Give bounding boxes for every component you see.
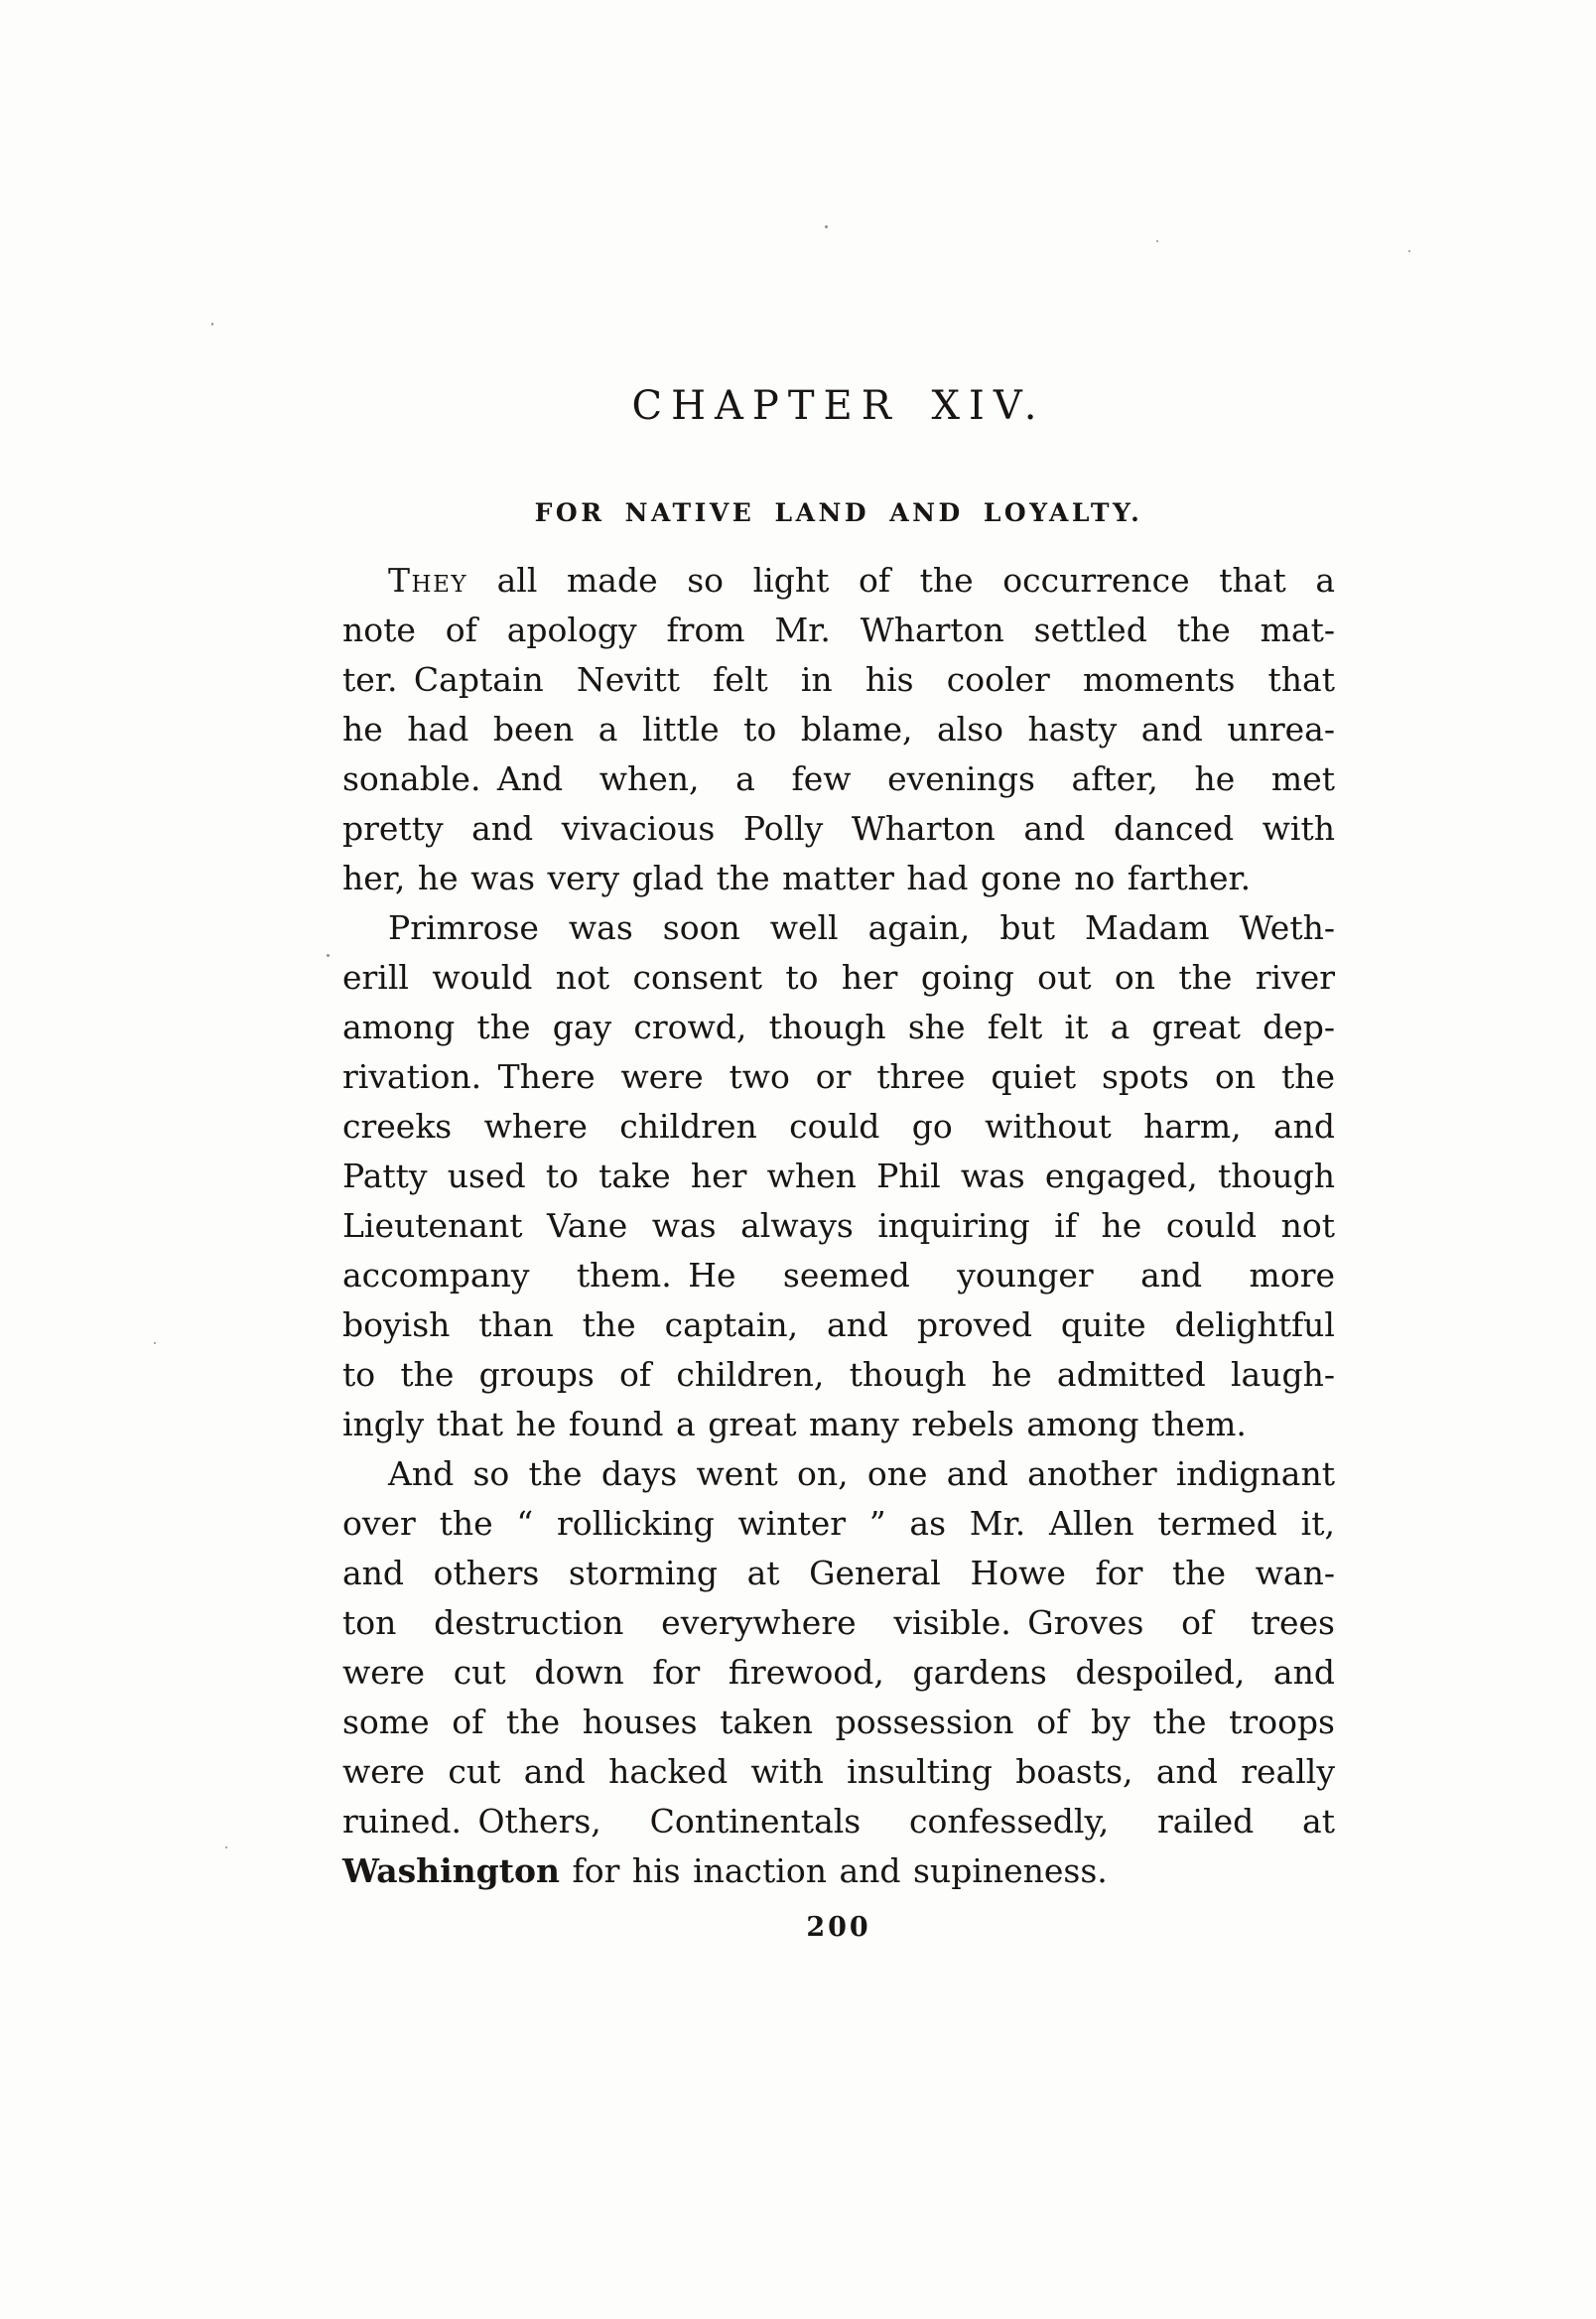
text-line: And so the days went on, one and another indignant [388,1454,1335,1493]
text-line: he had been a little to blame, also hasty and unrea- [342,710,1335,749]
text-line: Patty used to take her when Phil was engaged, though [342,1157,1335,1195]
text-line: ingly that he found a great many rebels among them. [342,1405,1247,1443]
page-number: 200 [806,1912,871,1943]
chapter-subtitle: FOR NATIVE LAND AND LOYALTY. [534,498,1143,527]
text-line: were cut and hacked with insulting boasts, and really [342,1752,1335,1791]
lead-word: They [388,561,468,600]
text-line: note of apology from Mr. Wharton settled the mat- [342,611,1335,649]
text-line: Primrose was soon well again, but Madam Weth- [388,908,1335,947]
chapter-heading: CHAPTER XIV. [631,383,1046,429]
text-line: creeks where children could go without harm, and [342,1107,1335,1146]
scan-speck [154,1342,156,1344]
scan-speck [225,1846,227,1848]
text-line: to the groups of children, though he admitted laugh- [342,1355,1335,1394]
text-line: were cut down for firewood, gardens despoiled, and [342,1653,1335,1692]
text-line: accompany them. He seemed younger and more [342,1256,1335,1295]
text-line: sonable. And when, a few evenings after, he met [342,759,1335,798]
text-line: ton destruction everywhere visible. Groves of trees [342,1603,1335,1642]
body-text [342,556,1335,1896]
text-line: and others storming at General Howe for the wan- [342,1554,1335,1592]
text-line: boyish than the captain, and proved quite delightful [342,1305,1335,1344]
text-line: ruined. Others, Continentals confessedly, railed at [342,1802,1335,1841]
text-line: her, he was very glad the matter had gone no farther. [342,859,1252,897]
text-line: over the “ rollicking winter ” as Mr. Allen termed it, [342,1504,1335,1543]
text-line: Washington for his inaction and supineness. [342,1851,1108,1890]
scan-speck [1156,240,1158,242]
text-line: Lieutenant Vane was always inquiring if he could not [342,1206,1335,1245]
scan-speck [211,323,213,326]
text-line: among the gay crowd, though she felt it a great dep- [342,1008,1335,1046]
scan-speck [825,225,828,228]
scan-speck [1408,250,1410,252]
text-line: They all made so light of the occurrence that a [388,561,1335,600]
scan-speck [327,954,330,957]
lead-word: Washington [342,1851,560,1890]
text-line: some of the houses taken possession of by the troops [342,1703,1335,1741]
text-line: erill would not consent to her going out on the river [342,958,1335,997]
text-line: pretty and vivacious Polly Wharton and danced with [342,809,1335,848]
text-line: ter. Captain Nevitt felt in his cooler moments that [342,660,1335,699]
text-line: rivation. There were two or three quiet spots on the [342,1057,1335,1096]
